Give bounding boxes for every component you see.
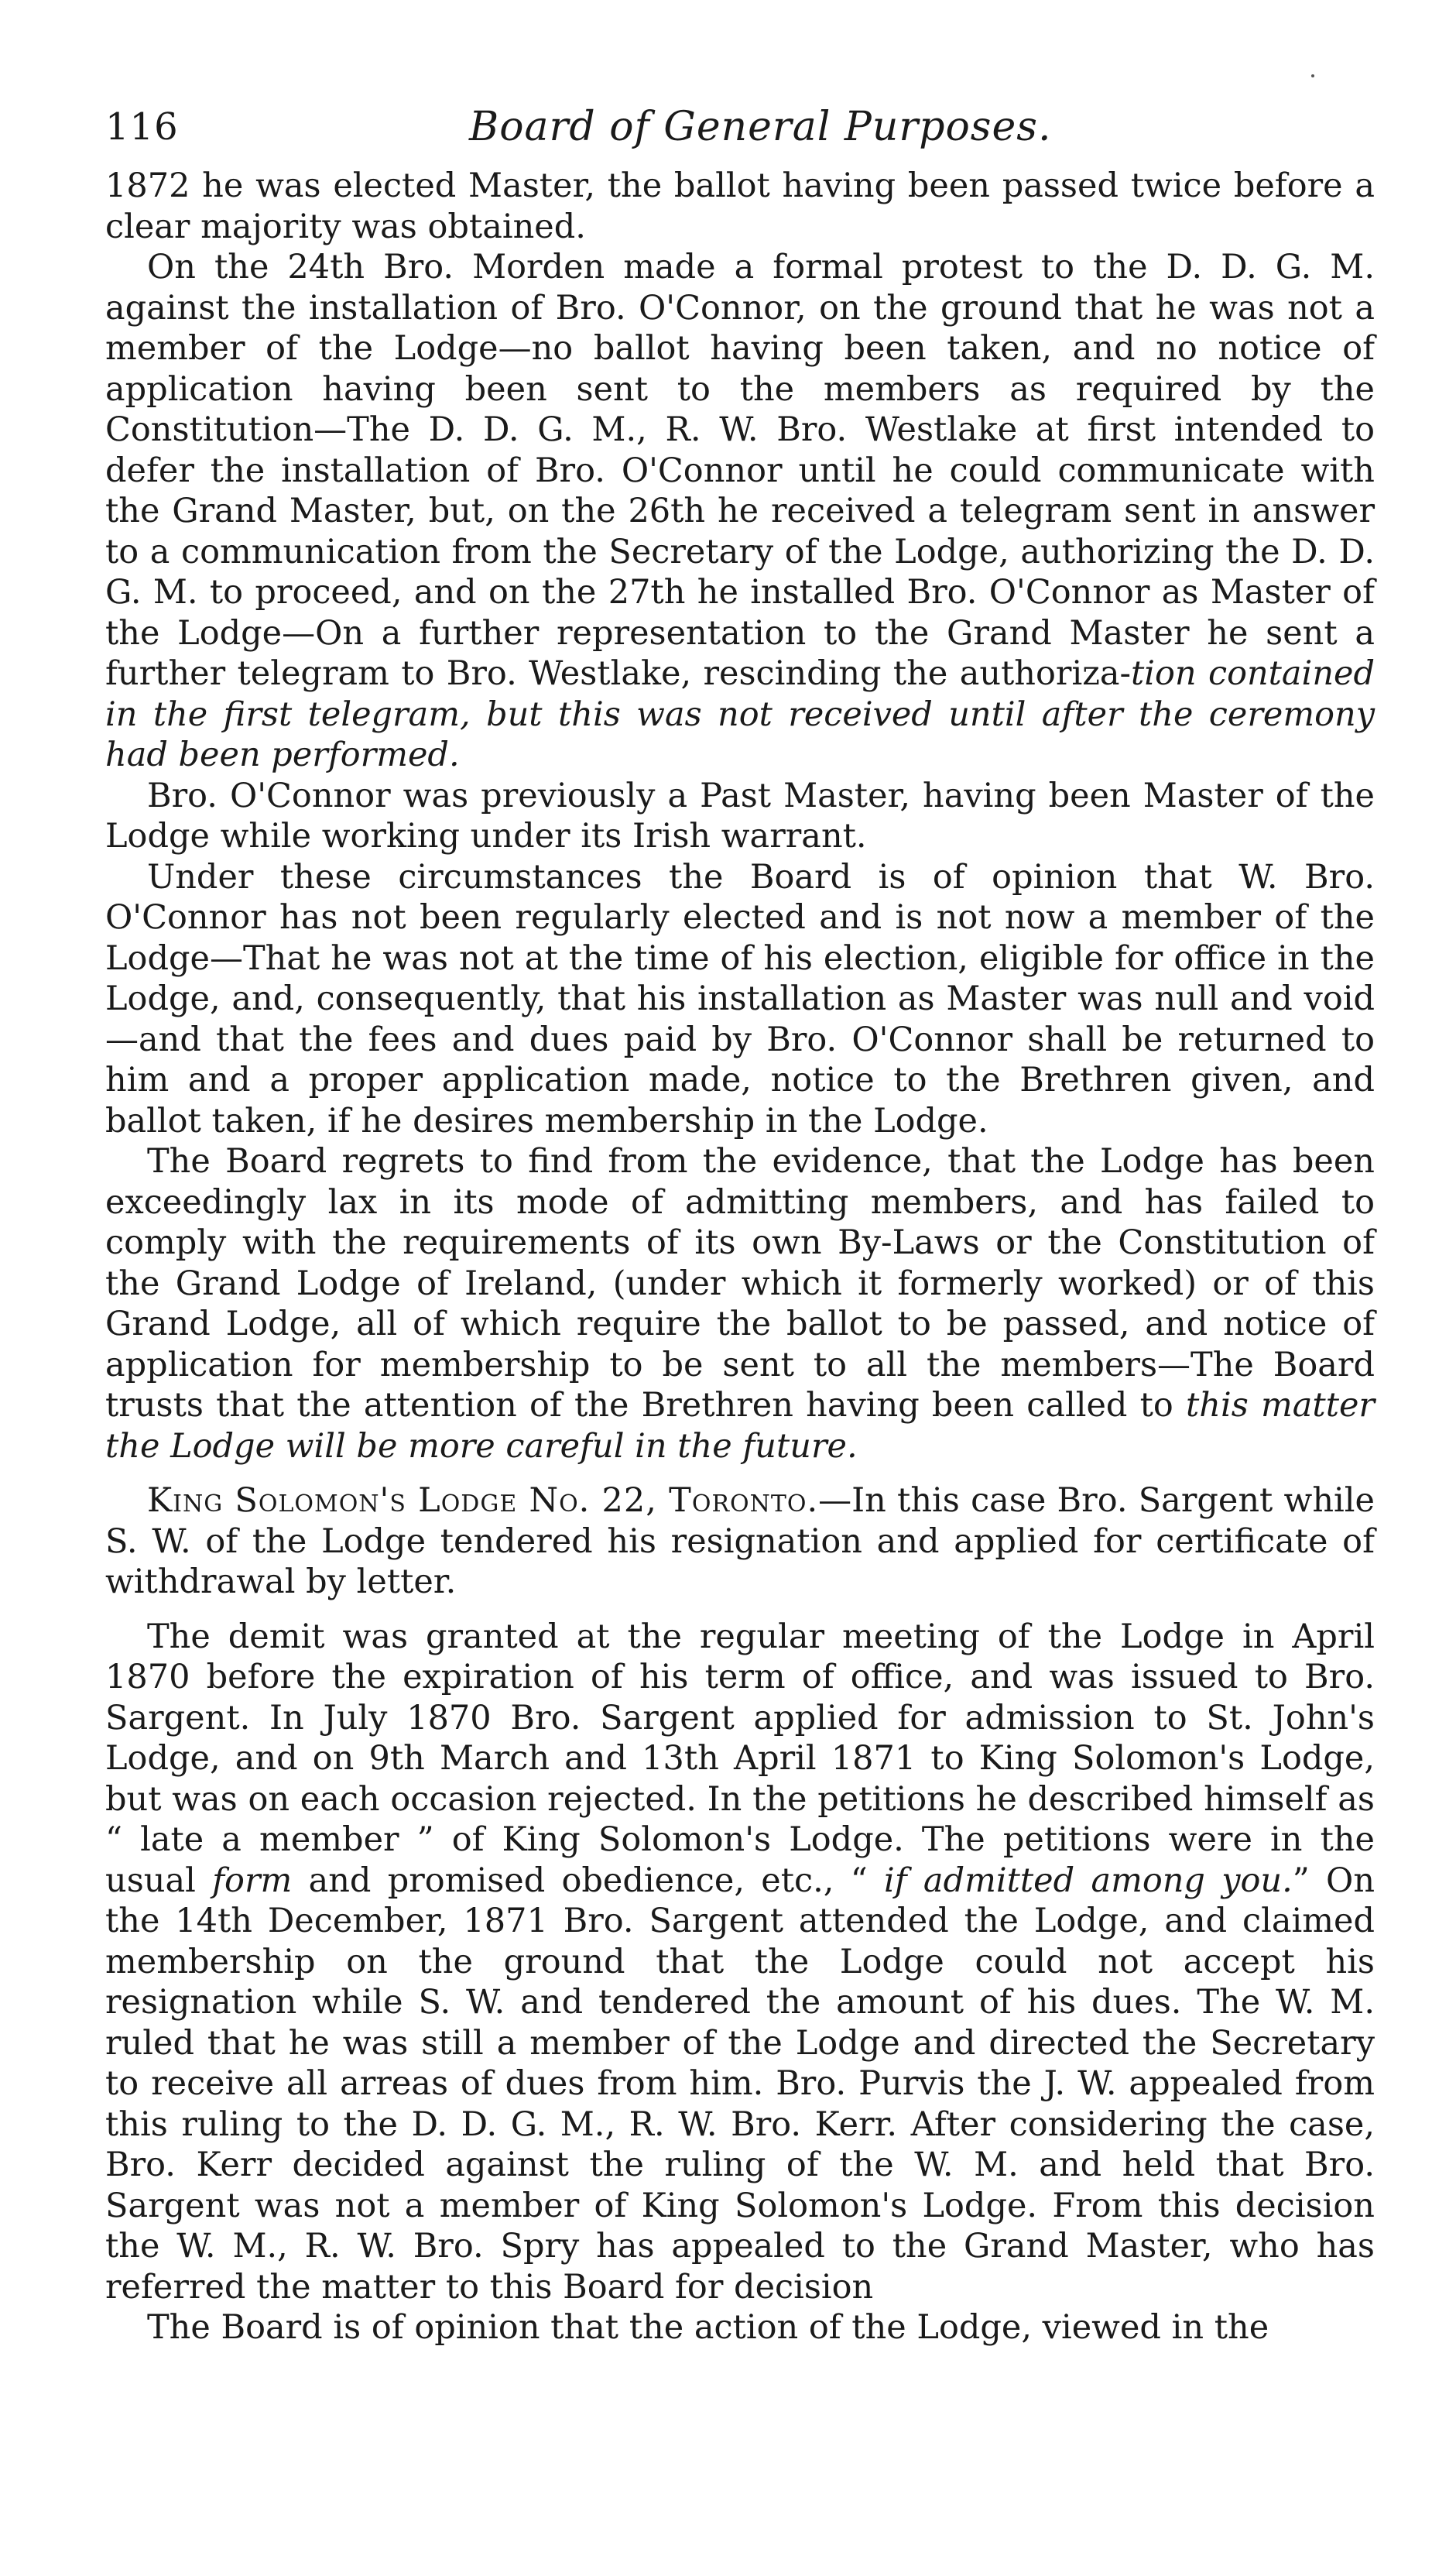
paragraph-2 [105,247,1375,776]
paragraph-3-text: Bro. O'Connor was previously a Past Master, having been Master of the Lodge while working under its Irish warrant. [105,776,1375,856]
paragraph-5-italic-text: this matter the Lodge will be more careful in the future. [105,1386,1375,1466]
paragraph-7 [105,1617,1375,2308]
paragraph-3 [105,776,1375,857]
paragraph-8 [105,2307,1375,2348]
paragraph-5 [105,1141,1375,1466]
paragraph-2-text: On the 24th Bro. Morden made a formal protest to the D. D. G. M. against the installation of Bro. O'Connor, on the ground that he was not a member of the Lodge—no ballot having been taken, and no notice of application having been sent to the members as required by the Constitution—The D. D. G. M., R. W. Bro. Westlake at first intended to defer the installation of Bro. O'Connor until he could communicate with the Grand Master, but, on the 26th he received a telegram sent in answer to a communication from the Secretary of the Lodge, authorizing the D. D. G. M. to proceed, and on the 27th he installed Bro. O'Connor as Master of the Lodge—On a further representation to the Grand Master he sent a further telegram to Bro. Westlake, rescinding the authoriza- [105,248,1375,693]
paragraph-7-italic-quote: if admitted among you. [883,1861,1293,1900]
paragraph-5-text: The Board regrets to find from the evidence, that the Lodge has been exceedingly lax in its mode of admitting members, and has failed to comply with the requirements of its own By-Laws or the Constitution of the Grand Lodge of Ireland, (under which it formerly worked) or of this Grand Lodge, all of which require the ballot to be passed, and notice of application for membership to be sent to all the members—The Board trusts that the attention of the Brethren having been called to [105,1142,1375,1425]
print-speck [1311,74,1314,77]
paragraph-1 [105,166,1375,247]
paragraph-6-text: —In this case Bro. Sargent while S. W. of the Lodge tendered his resignation and applied for certificate of withdrawal by letter. [105,1481,1375,1601]
paragraph-7-text-continued: and promised obedience, etc., “ [292,1861,884,1900]
page-number: 116 [105,105,179,149]
page-header [105,99,1375,155]
paragraph-2-italic-text: tion contained in the first telegram, but this was not received until after the ceremony had been performed. [105,654,1375,774]
section-lead-king-solomons-lodge: King Solomon's Lodge No. 22, Toronto. [147,1481,819,1520]
paragraph-7-text: The demit was granted at the regular meeting of the Lodge in April 1870 before the expiration of his term of office, and was issued to Bro. Sargent. In July 1870 Bro. Sargent applied for admission to St. John's Lodge, and on 9th March and 13th April 1871 to King Solomon's Lodge, but was on each occasion rejected. In the petitions he described himself as “ late a member ” of King Solomon's Lodge. The petitions were in the usual [105,1617,1375,1900]
paragraph-7-italic-form: form [212,1861,293,1900]
paragraph-6 [105,1480,1375,1603]
paragraph-7-text-end: ” On the 14th December, 1871 Bro. Sargent attended the Lodge, and claimed membership on the ground that the Lodge could not accept his resignation while S. W. and tendered the amount of his dues. The W. M. ruled that he was still a member of the Lodge and directed the Secretary to receive all arreas of dues from him. Bro. Purvis the J. W. appealed from this ruling to the D. D. G. M., R. W. Bro. Kerr. After considering the case, Bro. Kerr decided against the ruling of the W. M. and held that Bro. Sargent was not a member of King Solomon's Lodge. From this decision the W. M., R. W. Bro. Spry has appealed to the Grand Master, who has referred the matter to this Board for decision [105,1861,1375,2307]
paragraph-4 [105,857,1375,1142]
paragraph-8-text: The Board is of opinion that the action of the Lodge, viewed in the [147,2308,1269,2347]
paragraph-4-text: Under these circumstances the Board is of opinion that W. Bro. O'Connor has not been regularly elected and is not now a member of the Lodge—That he was not at the time of his election, eligible for office in the Lodge, and, consequently, that his installation as Master was null and void—and that the fees and dues paid by Bro. O'Connor shall be returned to him and a proper application made, notice to the Brethren given, and ballot taken, if he desires membership in the Lodge. [105,857,1375,1141]
body-text [105,166,1375,2348]
paragraph-1-text: 1872 he was elected Master, the ballot having been passed twice before a clear majority was obtained. [105,166,1375,246]
running-head: Board of General Purposes. [469,104,1052,150]
